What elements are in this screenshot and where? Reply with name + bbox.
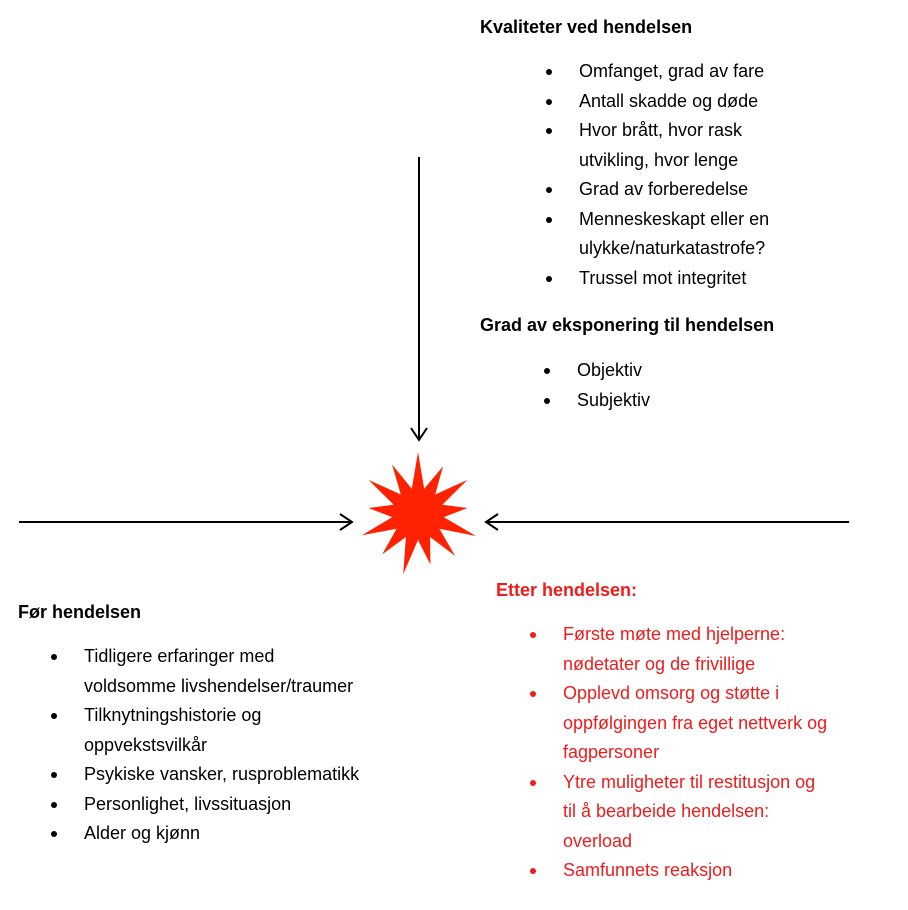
bullet-icon [546, 99, 552, 105]
list-item-text: Tilknytningshistorie og [84, 705, 262, 725]
bullet-icon [51, 772, 57, 778]
bullet-icon [546, 217, 552, 223]
list-item-text: utvikling, hvor lenge [579, 149, 739, 170]
list-item [84, 790, 359, 820]
list-item [84, 642, 359, 701]
list-item [579, 57, 769, 87]
list-item [577, 386, 650, 416]
bullet-icon [544, 398, 550, 404]
list-item-text: overload [563, 830, 633, 851]
exposure-heading: Grad av eksponering til hendelsen [480, 315, 775, 335]
bullet-icon [530, 780, 536, 786]
before-list-container [84, 642, 359, 849]
list-item-text: Psykiske vansker, rusproblematikk [84, 764, 360, 784]
bullet-icon [51, 831, 57, 837]
list-item [579, 116, 769, 175]
list-item-text: Antall skadde og døde [579, 90, 759, 111]
arrow-left-icon [486, 514, 849, 530]
quality-heading: Kvaliteter ved hendelsen [480, 17, 693, 37]
quality-list [579, 57, 769, 293]
arrow-down-icon [411, 157, 427, 440]
list-item-text: ulykke/naturkatastrofe? [579, 238, 766, 258]
list-item-text: Tidligere erfaringer med [84, 646, 275, 666]
list-item-text: Hvor brått, hvor rask [579, 120, 743, 140]
list-item [577, 356, 650, 386]
list-item-text: oppfølgingen fra eget nettverk og [563, 712, 828, 733]
bullet-icon [51, 654, 57, 660]
list-item-text: til å bearbeide hendelsen: [563, 801, 770, 821]
list-item-text: Objektiv [577, 360, 643, 380]
list-item-text: Grad av forberedelse [579, 179, 749, 199]
list-item [84, 701, 359, 760]
after-list-container [563, 620, 827, 886]
list-item-text: Trussel mot integritet [579, 267, 747, 288]
bullet-icon [530, 691, 536, 697]
list-item [563, 768, 827, 857]
list-item-text: Subjektiv [577, 389, 651, 410]
bullet-icon [546, 128, 552, 134]
bullet-icon [530, 868, 536, 874]
list-item-text: Personlighet, livssituasjon [84, 793, 292, 814]
bullet-icon [51, 713, 57, 719]
list-item [84, 760, 359, 790]
bullet-icon [544, 368, 550, 374]
list-item [579, 87, 769, 117]
list-item [563, 856, 827, 886]
after-heading: Etter hendelsen: [496, 580, 638, 600]
list-item-text: Alder og kjønn [84, 823, 201, 843]
bullet-icon [546, 69, 552, 75]
list-item-text: oppvekstsvilkår [84, 734, 208, 755]
bullet-icon [546, 187, 552, 193]
before-heading: Før hendelsen [18, 602, 142, 622]
exposure-section [480, 313, 774, 337]
exposure-list-container [577, 356, 650, 415]
bullet-icon [530, 632, 536, 638]
list-item-text: Ytre muligheter til restitusjon og [563, 771, 816, 792]
list-item-text: voldsomme livshendelser/traumer [84, 675, 354, 696]
list-item [579, 264, 769, 294]
exposure-list [577, 356, 650, 415]
list-item-text: Opplevd omsorg og støtte i [563, 683, 780, 703]
list-item [563, 620, 827, 679]
list-item [84, 819, 359, 849]
list-item [579, 175, 769, 205]
before-section [18, 600, 141, 624]
list-item [579, 205, 769, 264]
arrow-right-icon [19, 514, 352, 530]
list-item-text: Første møte med hjelperne: [563, 624, 786, 644]
list-item-text: Menneskeskapt eller en [579, 208, 770, 229]
list-item-text: Omfanget, grad av fare [579, 61, 765, 81]
bullet-icon [51, 802, 57, 808]
before-list [84, 642, 359, 849]
list-item-text: Samfunnets reaksjon [563, 860, 733, 880]
after-section [496, 578, 637, 602]
list-item [563, 679, 827, 768]
bullet-icon [546, 276, 552, 282]
starburst-icon [362, 452, 476, 574]
quality-list-container [579, 57, 769, 293]
quality-section [480, 15, 692, 39]
list-item-text: nødetater og de frivillige [563, 653, 756, 674]
list-item-text: fagpersoner [563, 742, 660, 762]
after-list [563, 620, 827, 886]
